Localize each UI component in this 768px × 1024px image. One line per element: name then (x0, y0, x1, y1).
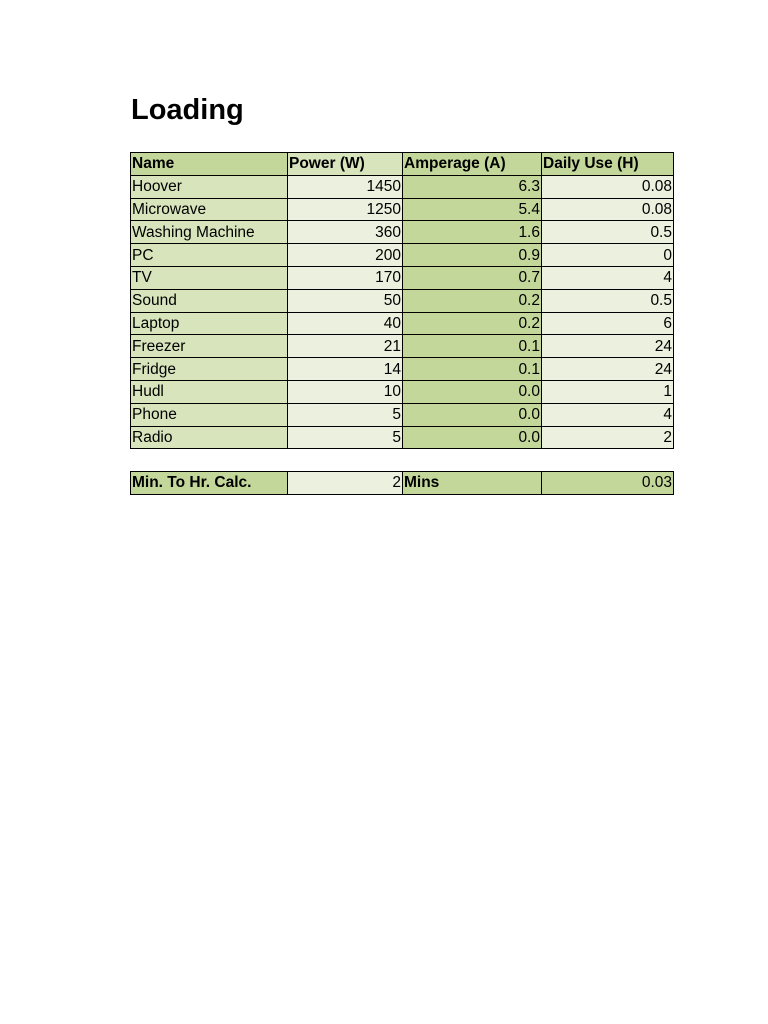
cell-amperage[interactable]: 0.0 (403, 426, 542, 449)
table-header-row (131, 153, 674, 176)
table-row (131, 198, 674, 221)
cell-daily-use[interactable]: 1 (542, 380, 674, 403)
cell-power[interactable]: 10 (288, 380, 403, 403)
cell-daily-use[interactable]: 0 (542, 244, 674, 267)
cell-name[interactable]: Freezer (131, 335, 288, 358)
cell-amperage[interactable]: 0.0 (403, 403, 542, 426)
cell-amperage[interactable]: 5.4 (403, 198, 542, 221)
table-row (131, 175, 674, 198)
cell-power[interactable]: 5 (288, 426, 403, 449)
table-row (131, 244, 674, 267)
cell-power[interactable]: 14 (288, 358, 403, 381)
cell-amperage[interactable]: 0.9 (403, 244, 542, 267)
calc-label: Min. To Hr. Calc. (131, 472, 288, 495)
table-row (131, 426, 674, 449)
table-row (131, 403, 674, 426)
cell-daily-use[interactable]: 0.5 (542, 289, 674, 312)
cell-power[interactable]: 21 (288, 335, 403, 358)
table-row (131, 380, 674, 403)
calc-unit: Mins (403, 472, 542, 495)
cell-name[interactable]: Phone (131, 403, 288, 426)
cell-daily-use[interactable]: 2 (542, 426, 674, 449)
cell-daily-use[interactable]: 4 (542, 266, 674, 289)
cell-name[interactable]: Washing Machine (131, 221, 288, 244)
header-power: Power (W) (288, 153, 403, 176)
cell-power[interactable]: 1250 (288, 198, 403, 221)
cell-name[interactable]: Microwave (131, 198, 288, 221)
calc-result: 0.03 (542, 472, 674, 495)
table-row (131, 289, 674, 312)
cell-name[interactable]: PC (131, 244, 288, 267)
table-row (131, 358, 674, 381)
cell-name[interactable]: Hudl (131, 380, 288, 403)
table-row (131, 266, 674, 289)
cell-amperage[interactable]: 0.1 (403, 335, 542, 358)
page-title: Loading (131, 94, 244, 126)
table-row (131, 221, 674, 244)
cell-power[interactable]: 170 (288, 266, 403, 289)
cell-amperage[interactable]: 6.3 (403, 175, 542, 198)
cell-daily-use[interactable]: 24 (542, 358, 674, 381)
cell-daily-use[interactable]: 24 (542, 335, 674, 358)
header-amperage: Amperage (A) (403, 153, 542, 176)
cell-daily-use[interactable]: 0.5 (542, 221, 674, 244)
loading-table (130, 152, 674, 449)
header-name: Name (131, 153, 288, 176)
cell-amperage[interactable]: 0.7 (403, 266, 542, 289)
cell-power[interactable]: 5 (288, 403, 403, 426)
cell-daily-use[interactable]: 4 (542, 403, 674, 426)
calc-value-cell[interactable]: 2 (288, 472, 403, 495)
cell-amperage[interactable]: 1.6 (403, 221, 542, 244)
table-row (131, 335, 674, 358)
calc-row (131, 472, 674, 495)
table-row (131, 312, 674, 335)
header-daily-use: Daily Use (H) (542, 153, 674, 176)
cell-power[interactable]: 50 (288, 289, 403, 312)
min-to-hr-calc-table (130, 471, 674, 495)
cell-name[interactable]: Hoover (131, 175, 288, 198)
cell-power[interactable]: 1450 (288, 175, 403, 198)
cell-name[interactable]: Radio (131, 426, 288, 449)
cell-daily-use[interactable]: 0.08 (542, 198, 674, 221)
cell-power[interactable]: 40 (288, 312, 403, 335)
cell-name[interactable]: Laptop (131, 312, 288, 335)
cell-daily-use[interactable]: 6 (542, 312, 674, 335)
loading-table-body (131, 175, 674, 449)
cell-power[interactable]: 360 (288, 221, 403, 244)
cell-amperage[interactable]: 0.2 (403, 312, 542, 335)
cell-power[interactable]: 200 (288, 244, 403, 267)
cell-name[interactable]: TV (131, 266, 288, 289)
cell-amperage[interactable]: 0.1 (403, 358, 542, 381)
cell-amperage[interactable]: 0.0 (403, 380, 542, 403)
cell-name[interactable]: Fridge (131, 358, 288, 381)
cell-amperage[interactable]: 0.2 (403, 289, 542, 312)
cell-name[interactable]: Sound (131, 289, 288, 312)
cell-daily-use[interactable]: 0.08 (542, 175, 674, 198)
